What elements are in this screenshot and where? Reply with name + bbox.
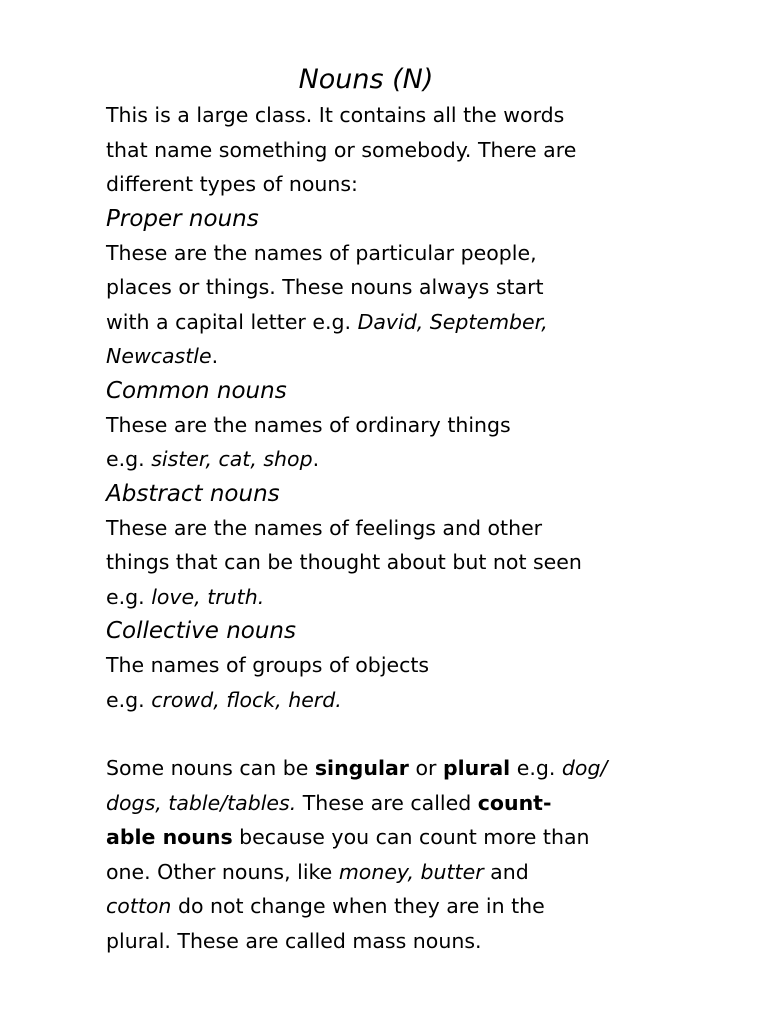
closing-paragraph xyxy=(106,751,686,958)
section-heading: Common nouns xyxy=(106,377,287,404)
intro-paragraph xyxy=(106,98,686,202)
closing-line xyxy=(106,786,686,821)
section-heading: Abstract nouns xyxy=(106,480,280,507)
intro-line: This is a large class. It contains all the words xyxy=(106,103,565,127)
section-line xyxy=(106,305,686,340)
example-words: money, butter xyxy=(338,859,484,884)
line-text: Some nouns can be xyxy=(106,756,315,780)
example-words: crowd, flock, herd. xyxy=(151,687,342,712)
line-text: e.g. xyxy=(106,687,152,712)
example-words: cotton xyxy=(106,894,172,918)
section-line: These are the names of feelings and other xyxy=(106,515,543,540)
line-text: with a capital letter e.g. xyxy=(106,309,358,334)
line-text: because you can count more than xyxy=(232,825,590,849)
closing-line xyxy=(106,855,686,890)
section-line xyxy=(106,442,686,477)
section-heading: Collective nouns xyxy=(106,618,296,644)
section-heading: Proper nouns xyxy=(106,205,259,232)
line-text: . xyxy=(312,447,320,471)
paragraph-spacer xyxy=(106,717,686,751)
section-proper-nouns xyxy=(106,202,686,374)
section-line: The names of groups of objects xyxy=(106,653,430,677)
example-words: dogs, table/tables. xyxy=(106,790,297,815)
section-common-nouns xyxy=(106,374,686,477)
section-line xyxy=(106,580,686,615)
line-text: e.g. xyxy=(106,447,152,471)
keyword-singular: singular xyxy=(314,756,409,780)
intro-line: that name something or somebody. There are xyxy=(106,137,577,162)
section-line: places or things. These nouns always start xyxy=(106,275,544,299)
page-title: Nouns (N) xyxy=(298,64,434,95)
keyword-plural: plural xyxy=(442,756,511,780)
example-words: sister, cat, shop xyxy=(151,447,313,471)
section-abstract-nouns xyxy=(106,477,686,615)
line-text: . xyxy=(211,344,219,368)
closing-line: plural. These are called mass nouns. xyxy=(106,928,482,953)
line-text: or xyxy=(408,756,443,780)
line-text: one. Other nouns, like xyxy=(106,859,339,884)
closing-line xyxy=(106,820,686,855)
example-words: David, September, xyxy=(357,309,548,334)
section-collective-nouns xyxy=(106,614,686,717)
keyword-countable: count- xyxy=(477,790,552,815)
section-line: These are the names of particular people, xyxy=(106,240,537,265)
example-words: dog/ xyxy=(561,756,608,780)
line-text: e.g. xyxy=(106,584,152,609)
section-line xyxy=(106,683,686,718)
example-words: love, truth. xyxy=(151,584,265,609)
section-line: These are the names of ordinary things xyxy=(106,412,511,437)
intro-line: different types of nouns: xyxy=(106,172,358,196)
closing-line xyxy=(106,889,686,924)
line-text: e.g. xyxy=(510,756,562,780)
example-words: Newcastle xyxy=(106,344,212,368)
line-text: and xyxy=(483,859,529,884)
line-text: These are called xyxy=(296,790,478,815)
document-page xyxy=(106,60,686,958)
line-text: do not change when they are in the xyxy=(171,894,545,918)
section-line xyxy=(106,339,686,374)
closing-line xyxy=(106,751,686,786)
keyword-countable: able nouns xyxy=(106,825,233,849)
section-line: things that can be thought about but not seen xyxy=(106,550,582,574)
